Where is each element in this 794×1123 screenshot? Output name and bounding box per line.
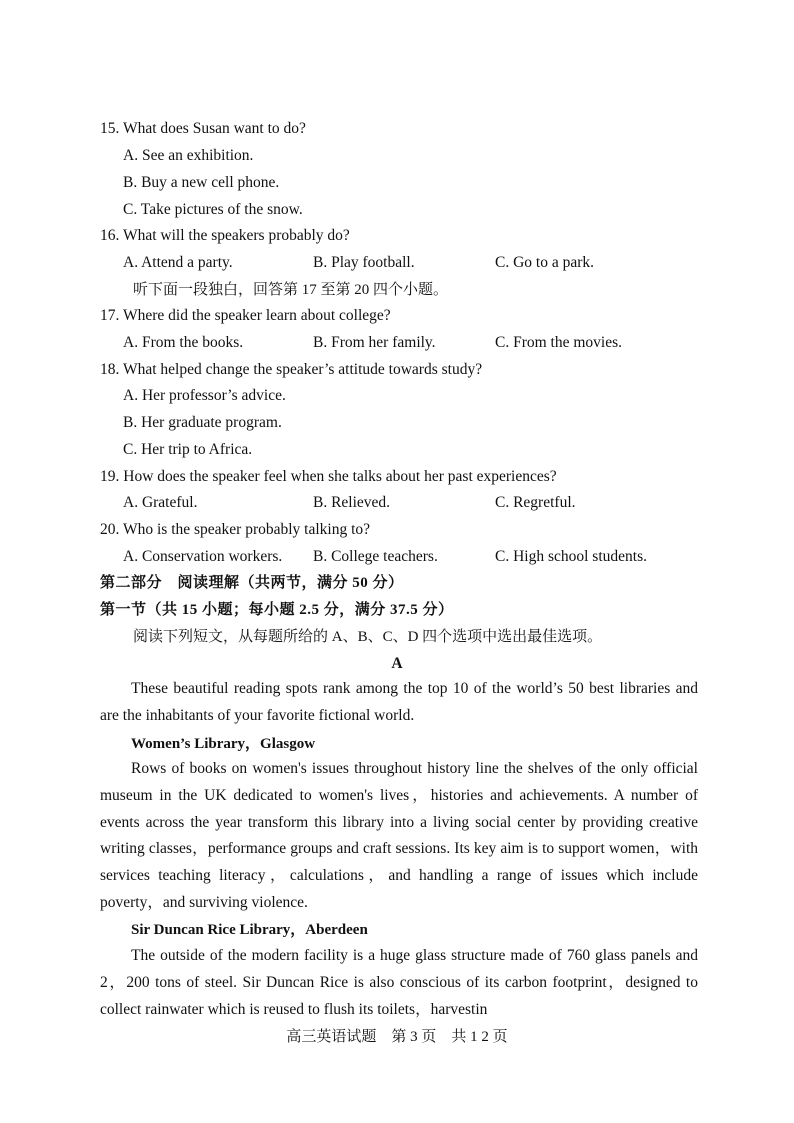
question-19-option-b: B. Relieved. [313,494,391,511]
question-15-option-c: C. Take pictures of the snow. [123,201,303,218]
library1-paragraph: Rows of books on women's issues throughout history line the shelves of the only official museum in the UK dedicated to women's lives，histories and achievements. A number of events across the year transform this library into a living social center by providing creative writing classes，performance groups and craft sessions. Its key aim is to support women，with services teaching literacy，calculations，and handling a range of issues which include poverty，and surviving violence. [100,760,698,911]
question-20-option-c: C. High school students. [495,548,647,565]
instruction-17-20: 听下面一段独白，回答第 17 至第 20 四个小题。 [133,282,449,298]
question-20-stem: 20. Who is the speaker probably talking to? [100,521,371,538]
question-16-stem: 16. What will the speakers probably do? [100,227,350,244]
question-18-option-a: A. Her professor’s advice. [123,387,286,404]
section1-title: 第一节（共 15 小题；每小题 2.5 分，满分 37.5 分） [100,602,454,618]
question-15-option-a: A. See an exhibition. [123,147,254,164]
library1-heading: Women’s Library，Glasgow [131,736,316,752]
passage-label: A [391,655,403,672]
question-18-option-b: B. Her graduate program. [123,414,282,431]
intro-paragraph: These beautiful reading spots rank among the top 10 of the world’s 50 best libraries and are the inhabitants of your favorite fictional world. [100,680,698,724]
question-20-option-a: A. Conservation workers. [123,548,283,565]
question-18-stem: 18. What helped change the speaker’s attitude towards study? [100,361,483,378]
page-footer: 高三英语试题 第 3 页 共 1 2 页 [286,1029,508,1045]
question-17-option-a: A. From the books. [123,334,244,351]
question-15-option-b: B. Buy a new cell phone. [123,174,280,191]
question-16-option-a: A. Attend a party. [123,254,233,271]
library2-heading: Sir Duncan Rice Library，Aberdeen [131,922,368,938]
question-15-stem: 15. What does Susan want to do? [100,120,306,137]
question-20-option-b: B. College teachers. [313,548,438,565]
question-19-option-c: C. Regretful. [495,494,576,511]
reading-instruction: 阅读下列短文，从每题所给的 A、B、C、D 四个选项中选出最佳选项。 [133,629,603,645]
question-16-option-c: C. Go to a park. [495,254,595,271]
question-16-option-b: B. Play football. [313,254,415,271]
question-19-option-a: A. Grateful. [123,494,198,511]
question-17-option-c: C. From the movies. [495,334,623,351]
question-18-option-c: C. Her trip to Africa. [123,441,253,458]
library2-paragraph: The outside of the modern facility is a huge glass structure made of 760 glass panels and 2，200 tons of steel. Sir Duncan Rice is also conscious of its carbon footprint，designed to collect rainwater which is reused to flush its toilets，harvestin [100,947,698,1018]
question-17-option-b: B. From her family. [313,334,436,351]
question-17-stem: 17. Where did the speaker learn about college? [100,307,391,324]
question-19-stem: 19. How does the speaker feel when she talks about her past experiences? [100,468,557,485]
part2-title: 第二部分 阅读理解（共两节，满分 50 分） [100,575,404,591]
